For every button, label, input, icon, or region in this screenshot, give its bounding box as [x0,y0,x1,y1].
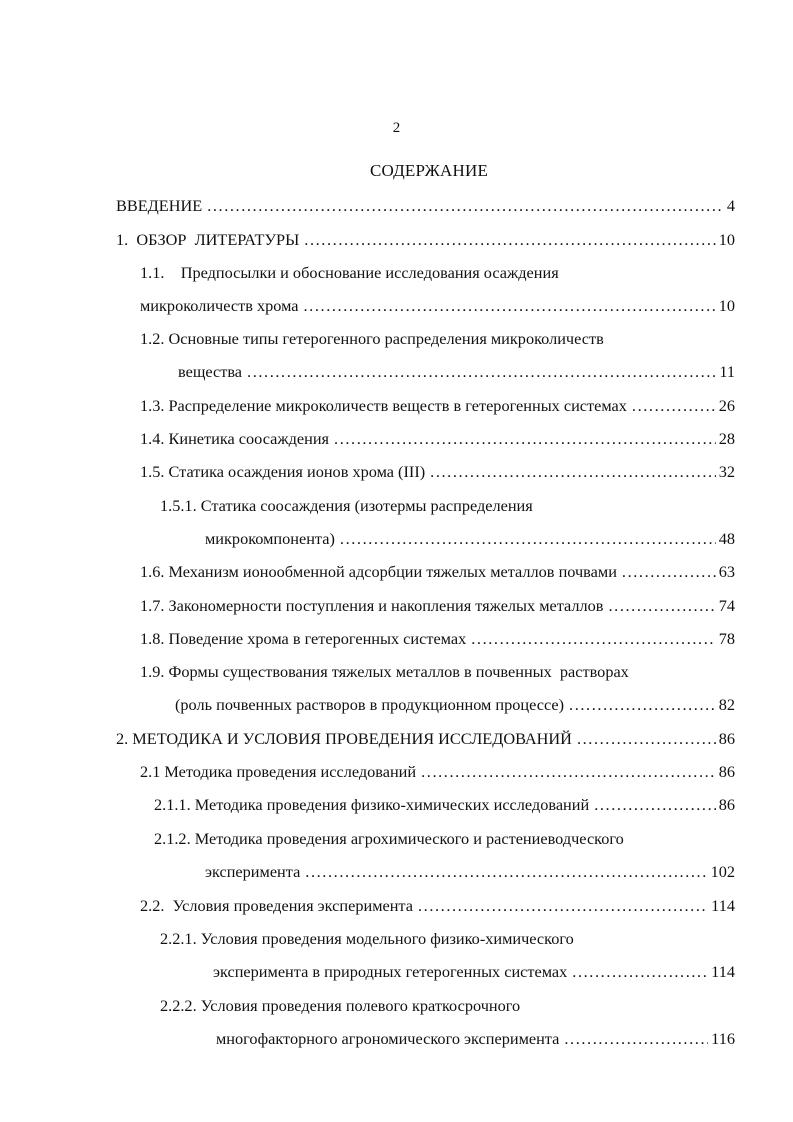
toc-entry-page: 114 [711,896,735,915]
toc-entry-1-2 [140,328,604,350]
toc-entry-page: 114 [711,962,735,981]
toc-entry-page: 63 [718,562,735,581]
toc-entry-text: 1.6. Механизм ионообменной адсорбции тяжелых металлов почвами [140,562,617,581]
toc-entry-2-2-2-cont [216,1028,735,1050]
toc-entry-text: микроколичеств хрома [140,296,299,315]
toc-entry-page: 102 [710,862,735,881]
toc-dot-leader [577,728,716,750]
toc-dot-leader [572,961,708,983]
toc-entry-1-8 [140,628,735,650]
toc-entry-page: 28 [718,429,735,448]
toc-dot-leader [622,561,716,583]
toc-dot-leader [564,1028,708,1050]
toc-dot-leader [340,528,716,550]
toc-entry-text: 1.5. Статика осаждения ионов хрома (III) [140,462,426,481]
toc-entry-introduction [116,195,735,217]
toc-dot-leader [334,428,716,450]
toc-entry-text: микрокомпонента) [205,529,335,548]
toc-entry-1-4 [140,428,735,450]
toc-entry-2-1-2 [154,828,624,850]
toc-dot-leader [594,794,716,816]
toc-entry-text: 2.2.2. Условия проведения полевого краткосрочного [160,996,521,1015]
toc-entry-1-3 [140,395,735,417]
toc-entry-page: 10 [718,296,735,315]
toc-entry-page: 86 [718,729,735,748]
toc-entry-text: 1.4. Кинетика соосаждения [140,429,330,448]
toc-entry-text: (роль почвенных растворов в продукционном процессе) [175,695,565,714]
toc-entry-text: 2.1.1. Методика проведения физико-химических исследований [154,795,590,814]
toc-dot-leader [471,628,715,650]
toc-entry-1-6 [140,561,735,583]
toc-dot-leader [632,395,716,417]
toc-entry-1-2-cont [178,361,735,383]
toc-entry-text: эксперимента в природных гетерогенных системах [213,962,568,981]
toc-entry-chapter-2 [116,728,735,750]
toc-dot-leader [247,361,716,383]
toc-entry-2-1 [140,761,735,783]
toc-entry-page: 82 [718,695,735,714]
toc-entry-1-5 [140,461,735,483]
toc-entry-1-9-cont [175,694,735,716]
toc-entry-text: 1.9. Формы существования тяжелых металлов в почвенных растворах [140,662,629,681]
toc-entry-page: 4 [726,196,735,215]
toc-entry-text: 1.2. Основные типы гетерогенного распределения микроколичеств [140,329,604,348]
toc-entry-text: эксперимента [205,862,301,881]
toc-entry-text: 1.5.1. Статика соосаждения (изотермы распределения [160,496,533,515]
toc-entry-page: 116 [711,1029,735,1048]
toc-entry-text: 2.1.2. Методика проведения агрохимического и растениеводческого [154,829,624,848]
toc-entry-2-2-1 [160,928,574,950]
toc-entry-page: 78 [718,629,735,648]
toc-entry-page: 86 [718,795,735,814]
toc-entry-1-5-1 [160,495,533,517]
toc-entry-page: 48 [718,529,735,548]
toc-entry-page: 32 [718,462,735,481]
toc-entry-1-5-1-cont [205,528,735,550]
toc-entry-page: 74 [718,596,735,615]
page-number: 2 [392,120,401,136]
toc-entry-text: 2.1 Методика проведения исследований [140,762,417,781]
toc-dot-leader [430,461,716,483]
toc-dot-leader [608,595,715,617]
toc-entry-1-1 [140,262,559,284]
toc-dot-leader [304,295,716,317]
toc-dot-leader [304,229,715,251]
toc-dot-leader [418,895,708,917]
toc-entry-text: вещества [178,362,243,381]
toc-entry-2-1-1 [154,794,735,816]
toc-entry-text: 2. МЕТОДИКА И УСЛОВИЯ ПРОВЕДЕНИЯ ИССЛЕДОВАНИЙ [116,729,572,748]
toc-dot-leader [569,694,716,716]
toc-entry-page: 26 [718,396,735,415]
toc-entry-chapter-1 [116,229,735,251]
toc-entry-text: 1.7. Закономерности поступления и накопления тяжелых металлов [140,596,604,615]
toc-dot-leader [305,861,707,883]
toc-entry-2-2 [140,895,735,917]
toc-entry-2-1-2-cont [205,861,735,883]
toc-entry-1-1-cont [140,295,735,317]
toc-entry-text: 1.8. Поведение хрома в гетерогенных системах [140,629,467,648]
toc-entry-text: 2.2. Условия проведения эксперимента [140,896,413,915]
toc-entry-page: 10 [718,230,735,249]
toc-entry-text: 1.1. Предпосылки и обоснование исследования осаждения [140,263,559,282]
toc-dot-leader [421,761,716,783]
toc-entry-text: многофакторного агрономического эксперимента [216,1029,560,1048]
toc-entry-1-7 [140,595,735,617]
toc-entry-page: 11 [719,362,735,381]
toc-entry-text: 1.3. Распределение микроколичеств веществ в гетерогенных системах [140,396,627,415]
toc-title: СОДЕРЖАНИЕ [369,161,489,180]
toc-entry-text: 2.2.1. Условия проведения модельного физико-химического [160,929,574,948]
toc-entry-1-9 [140,661,629,683]
toc-entry-text: 1. ОБЗОР ЛИТЕРАТУРЫ [116,230,300,249]
toc-entry-page: 86 [718,762,735,781]
toc-entry-2-2-2 [160,995,520,1017]
toc-dot-leader [207,195,724,217]
toc-entry-2-2-1-cont [213,961,735,983]
toc-entry-text: ВВЕДЕНИЕ [116,196,203,215]
